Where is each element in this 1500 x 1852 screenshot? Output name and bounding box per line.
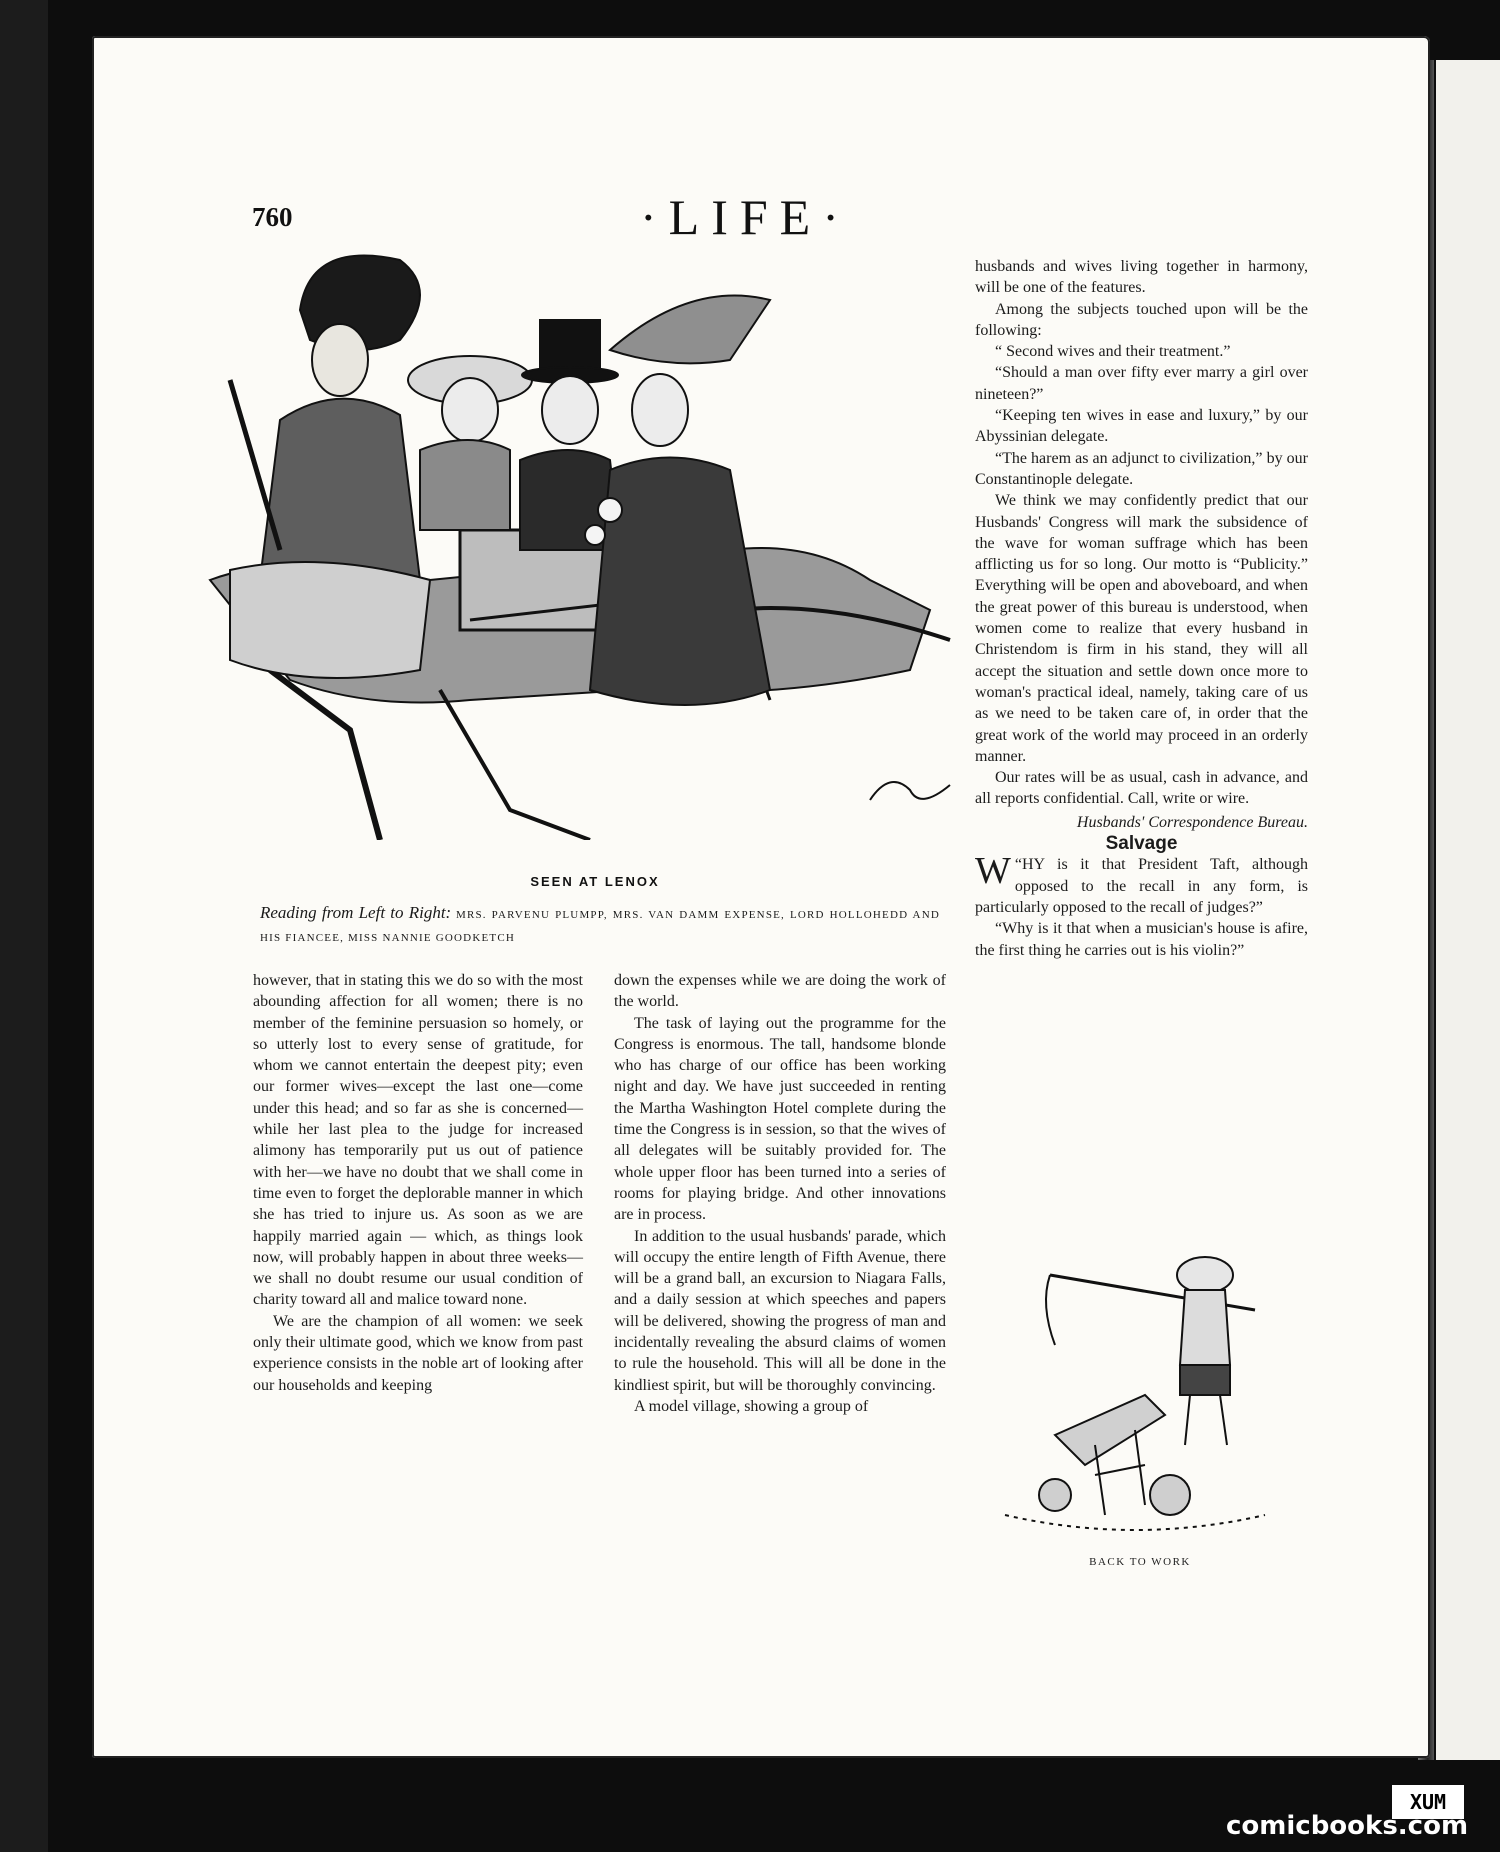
salvage-question [975,850,1308,918]
page-number: 760 [252,202,293,232]
signature: Husbands' Correspondence Bureau. [1076,813,1308,831]
paragraph: “The harem as an adjunct to civilization,” by our Constantinople delegate. [975,449,1308,488]
paragraph: “ Second wives and their treatment.” [995,343,1231,361]
paragraph: down the expenses while we are doing the work of the world. [614,972,946,1011]
salvage-heading: Salvage [1105,833,1178,855]
text-column-middle [614,970,946,1417]
drop-cap: W [975,850,1011,893]
paragraph: “Keeping ten wives in ease and luxury,” by our Abyssinian delegate. [975,407,1308,446]
paragraph: A model village, showing a group of [634,1397,869,1415]
site-watermark: comicbooks.com [1226,1811,1469,1841]
paragraph: The task of laying out the programme for the Congress is enormous. The tall, handsome blonde who has charge of our office has been working night and day. We have just succeeded in renting the Martha Washington Hotel complete during the time the Congress is in session, so that the wives of all delegates will be suitably provided for. The whole upper floor has been turned into a series of rooms for playing bridge. And other innovations are in process. [614,1014,946,1224]
salvage-answer: “Why is it that when a musician's house is afire, the first thing he carries out is his violin?” [975,920,1308,959]
xum-badge: XUM [1392,1785,1464,1819]
paragraph: Among the subjects touched upon will be the following: [975,300,1308,339]
text-column-right [975,256,1308,961]
paragraph: “Should a man over fifty ever marry a girl over nineteen?” [975,364,1308,403]
illustration-caption [260,902,940,949]
text-column-left [253,970,583,1396]
paragraph: Our rates will be as usual, cash in advance, and all reports confidential. Call, write or wire. [975,769,1308,808]
salvage-caption: BACK TO WORK [1089,1556,1191,1568]
paragraph: In addition to the usual husbands' parade, which will occupy the entire length of Fifth Avenue, there will be a grand ball, an excursion to Niagara Falls, and a daily session at which speeches and papers will be delivered, showing the progress of man and incidentally revealing the absurd claims of women to rule the household. This will all be done in the kindliest spirit, but will be thoroughly convincing. [614,1227,946,1394]
carriage-illustration [170,250,960,840]
scan-edge [0,0,48,1852]
masthead-title: ·LIFE· [640,189,851,245]
paragraph: We think we may confidently predict that our Husbands' Congress will mark the subsidence of the wave for woman suffrage which has been afflicting us for so long. Our motto is “Publicity.” Everything will be open and aboveboard, and when the great power of this bureau is understood, when women come to realize that every husband in Christendom is firm in his stand, they will all accept the situation and settle down once more to woman's practical ideal, namely, taking care of us as we need to be taken care of, in order that the great work of the world may proceed in an orderly manner. [975,492,1308,765]
caption-lead: Reading from Left to Right: [260,903,452,922]
adjacent-page-edge [1436,60,1500,1760]
illustration-title: SEEN AT LENOX [530,874,660,889]
boy-fishing-illustration [995,1215,1275,1540]
open-quote: “ [1014,856,1022,874]
caption-names: MRS. PARVENU PLUMPP, MRS. VAN DAMM EXPENSE, LORD HOLLOHEDD AND HIS FIANCEE, MISS NANNIE GOODKETCH [260,909,940,944]
salvage-question-text: HY is it that President Taft, although opposed to the recall in any form, is particularly opposed to the recall of judges?” [975,856,1308,916]
paragraph: husbands and wives living together in harmony, will be one of the features. [975,258,1308,297]
paragraph: We are the champion of all women: we seek only their ultimate good, which we know from past experience consists in the noble art of looking after our households and keeping [253,1312,583,1394]
paragraph: however, that in stating this we do so with the most abounding affection for all women; there is no member of the feminine persuasion so homely, or so utterly lost to every sense of gratitude, for whom we cannot entertain the deepest pity; even our former wives—except the last one—come under this head; and so far as she is concerned—while her last plea to the judge for increased alimony has temporarily put us out of patience with her—we have no doubt that we shall come in time even to forget the deplorable manner in which she has tried to injure us. As soon as we are happily married again — which, as things look now, will probably happen in about three weeks—we shall no doubt resume our usual condition of charity toward all and malice toward none. [253,972,583,1309]
